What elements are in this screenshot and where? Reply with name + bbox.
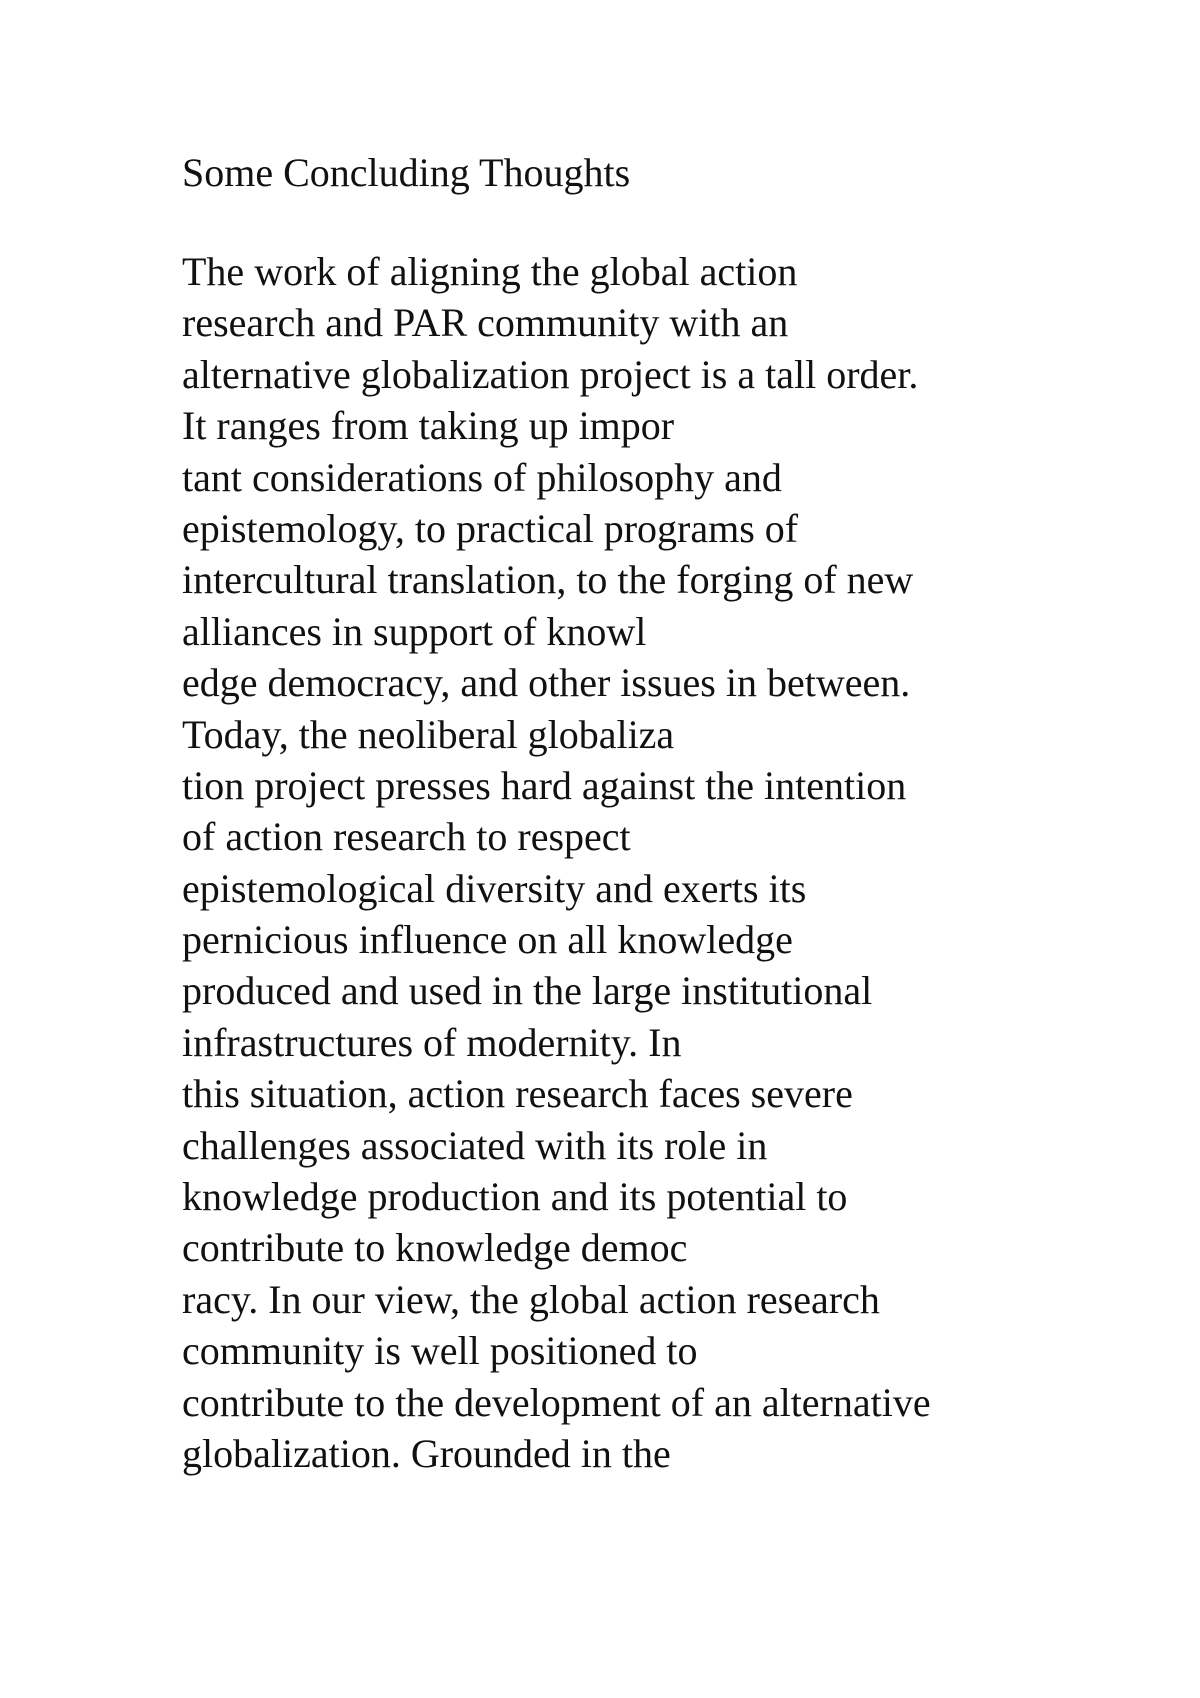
text-line: community is well positioned to xyxy=(182,1328,698,1374)
text-line: tant considerations of philosophy and xyxy=(182,454,782,500)
text-line: knowledge production and its potential to xyxy=(182,1174,848,1220)
text-line: research and PAR community with an xyxy=(182,300,789,346)
text-line: epistemological diversity and exerts its xyxy=(182,865,807,911)
text-line: epistemology, to practical programs of xyxy=(182,505,799,551)
text-line: The work of aligning the global action xyxy=(182,249,798,294)
text-line: of action research to respect xyxy=(182,814,631,860)
text-line: racy. In our view, the global action research xyxy=(182,1276,880,1322)
body-text xyxy=(182,246,1142,1479)
section-heading: Some Concluding Thoughts xyxy=(182,150,631,195)
text-line: alternative globalization project is a tall order. xyxy=(182,351,919,397)
text-line: intercultural translation, to the forging of new xyxy=(182,557,914,603)
text-line: It ranges from taking up impor xyxy=(182,403,675,449)
text-line: alliances in support of knowl xyxy=(182,608,647,654)
text-line: challenges associated with its role in xyxy=(182,1122,768,1168)
text-line: tion project presses hard against the intention xyxy=(182,762,907,808)
text-line: edge democracy, and other issues in between. xyxy=(182,660,911,706)
text-line: contribute to knowledge democ xyxy=(182,1225,688,1271)
text-line: globalization. Grounded in the xyxy=(182,1430,671,1476)
text-line: this situation, action research faces severe xyxy=(182,1071,853,1117)
text-line: Today, the neoliberal globaliza xyxy=(182,711,675,757)
text-line: produced and used in the large institutional xyxy=(182,968,873,1014)
page-content xyxy=(182,147,1142,1479)
text-line: pernicious influence on all knowledge xyxy=(182,917,793,963)
text-line: infrastructures of modernity. In xyxy=(182,1019,682,1065)
text-line: contribute to the development of an alternative xyxy=(182,1379,931,1425)
